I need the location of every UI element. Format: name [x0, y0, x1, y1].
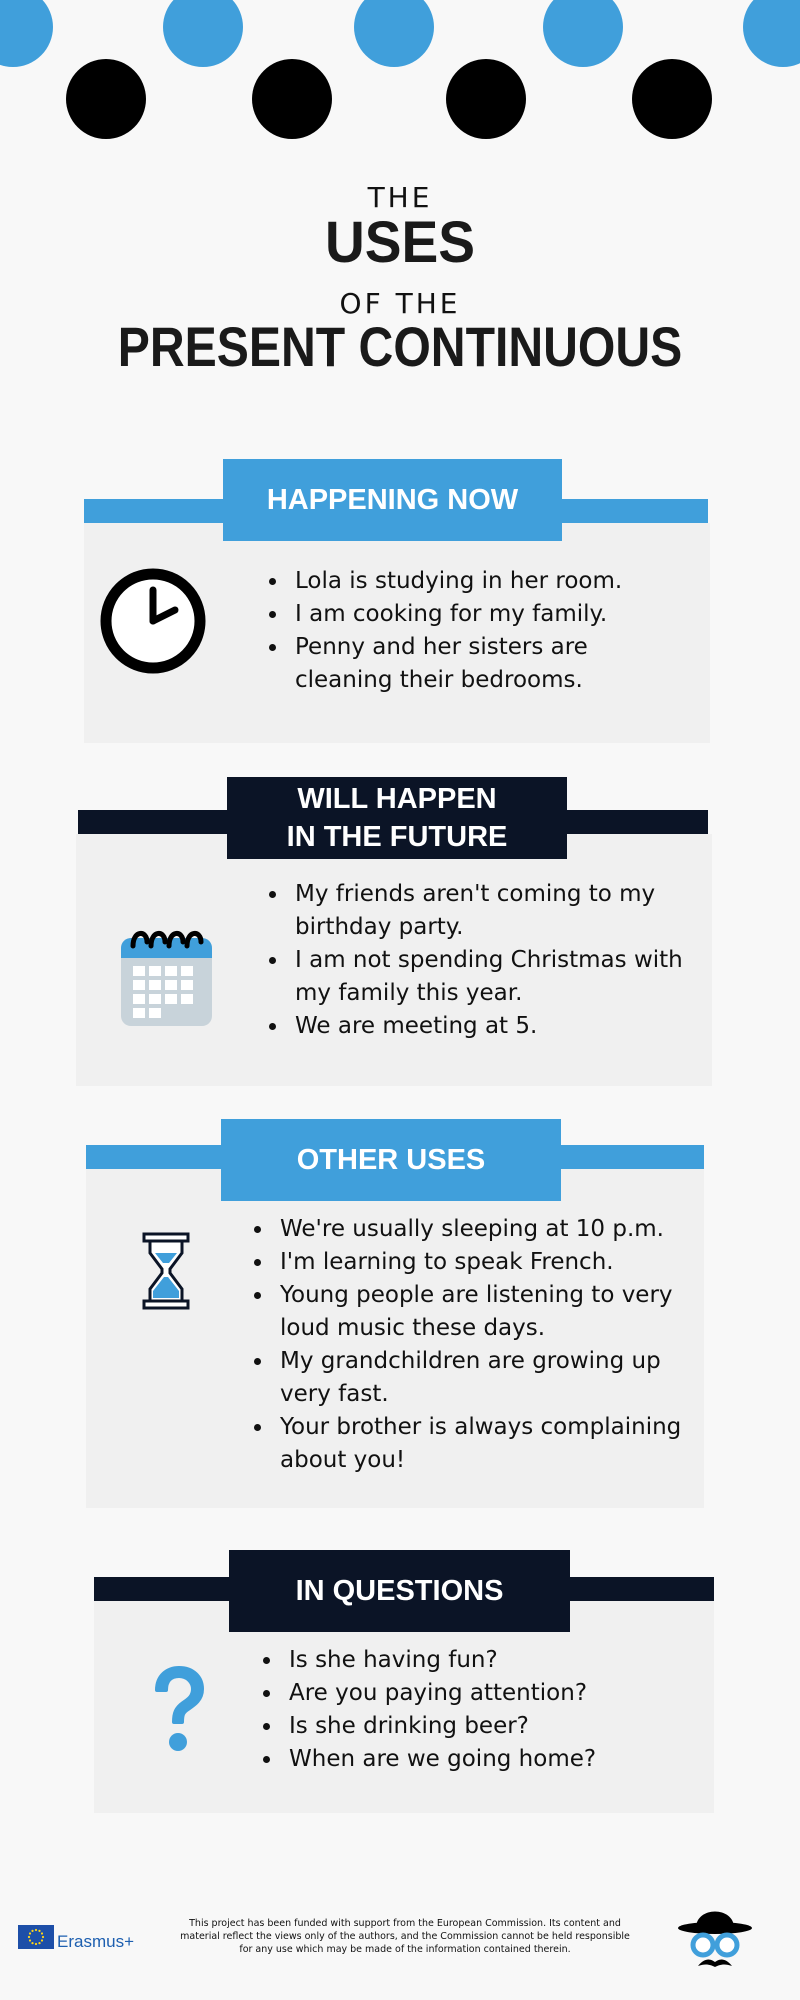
- list-future: [261, 878, 709, 1043]
- eu-flag-icon: [18, 1925, 54, 1949]
- list-item: • Lola is studying in her room.: [289, 565, 679, 598]
- calendar-icon: [119, 922, 214, 1030]
- title-the: THE: [367, 181, 433, 214]
- heading-text: IN QUESTIONS: [295, 1575, 504, 1607]
- decor-dot: [252, 59, 332, 139]
- heading-text: OTHER USES: [296, 1144, 486, 1176]
- decor-dot: [66, 59, 146, 139]
- list-item: • My friends aren't coming to my birthday party.: [289, 878, 709, 944]
- list-item: • I'm learning to speak French.: [274, 1246, 704, 1279]
- list-item: • Your brother is always complaining about you!: [274, 1411, 704, 1477]
- decor-dot: [446, 59, 526, 139]
- list-other-uses: [246, 1213, 704, 1477]
- heading-text: IN THE FUTURE: [286, 821, 508, 853]
- list-item: • We are meeting at 5.: [289, 1010, 709, 1043]
- heading-text: HAPPENING NOW: [266, 484, 519, 516]
- clock-icon: [98, 566, 208, 676]
- erasmus-logo-label: Erasmus+: [57, 1932, 134, 1951]
- mascot-hat-glasses-icon: [676, 1900, 754, 1978]
- disclaimer-line: This project has been funded with support from the European Commission. Its content and: [189, 1918, 621, 1929]
- list-item: • When are we going home?: [283, 1743, 703, 1776]
- disclaimer-line: for any use which may be made of the information contained therein.: [239, 1944, 571, 1955]
- decor-dot: [354, 0, 434, 67]
- list-happening-now: [261, 565, 679, 697]
- list-questions: [255, 1644, 703, 1776]
- title-of-the: OF THE: [339, 287, 461, 320]
- section-heading-future: [227, 777, 567, 859]
- section-heading-other-uses: [221, 1119, 561, 1201]
- decor-dot: [0, 0, 53, 67]
- decor-dot: [743, 0, 800, 67]
- list-item: • Penny and her sisters are cleaning their bedrooms.: [289, 631, 679, 697]
- list-item: • Is she drinking beer?: [283, 1710, 703, 1743]
- list-item: • We're usually sleeping at 10 p.m.: [274, 1213, 704, 1246]
- list-item: • My grandchildren are growing up very fast.: [274, 1345, 704, 1411]
- hourglass-icon: [142, 1231, 190, 1311]
- decor-dot: [543, 0, 623, 67]
- funding-disclaimer: [145, 1917, 665, 1956]
- decor-dot: [632, 59, 712, 139]
- list-item: • I am cooking for my family.: [289, 598, 679, 631]
- disclaimer-line: material reflect the views only of the authors, and the Commission cannot be held responsible: [180, 1931, 630, 1942]
- decor-dot: [163, 0, 243, 67]
- question-mark-icon: [148, 1664, 210, 1759]
- title-present-continuous: PRESENT CONTINUOUS: [117, 315, 683, 378]
- section-heading-questions: [229, 1550, 570, 1632]
- list-item: • I am not spending Christmas with my family this year.: [289, 944, 709, 1010]
- heading-text: WILL HAPPEN: [297, 783, 497, 815]
- title-uses: USES: [324, 210, 476, 275]
- list-item: • Is she having fun?: [283, 1644, 703, 1677]
- list-item: • Are you paying attention?: [283, 1677, 703, 1710]
- list-item: • Young people are listening to very loud music these days.: [274, 1279, 704, 1345]
- section-heading-happening-now: [223, 459, 562, 541]
